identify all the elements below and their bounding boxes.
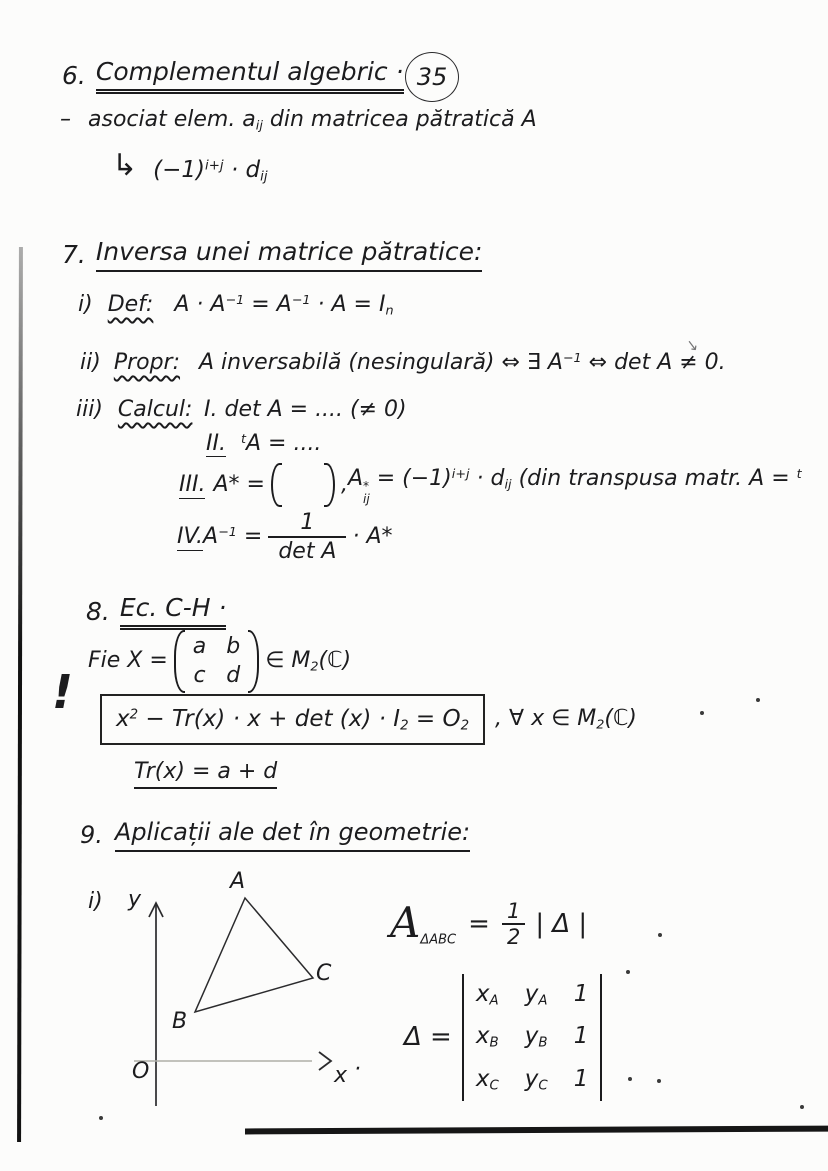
det-cell xyxy=(476,980,499,1010)
bullet-sub: ij xyxy=(255,118,263,134)
vertex-c-label: C xyxy=(316,961,332,986)
step-numeral: IV. xyxy=(177,523,203,552)
step-numeral: II. xyxy=(206,431,226,456)
ch-eq: = O xyxy=(408,706,461,732)
area-formula xyxy=(390,892,587,956)
step-numeral: III. xyxy=(179,471,205,500)
propr-label: Propr: xyxy=(113,350,181,375)
delta-determinant xyxy=(404,974,602,1101)
area-subscript: ΔABC xyxy=(420,932,457,948)
lhs-sup: −1 xyxy=(218,525,237,541)
x-axis-dot: · xyxy=(354,1057,361,1082)
det-cell xyxy=(574,1065,589,1095)
def-sup: −1 xyxy=(225,292,245,308)
section-number: 9. xyxy=(80,820,103,849)
item-marker: i) xyxy=(88,889,103,914)
det-cell xyxy=(476,1065,499,1095)
left-paren xyxy=(271,463,282,507)
inverse-fraction xyxy=(268,511,346,562)
forall-field: (ℂ) xyxy=(604,706,637,732)
cell-base: y xyxy=(524,981,539,1007)
right-paren xyxy=(324,463,335,507)
inverse-rhs: · A* xyxy=(352,524,393,550)
entry-mid: · d xyxy=(469,465,505,491)
section-number: 6. xyxy=(62,60,86,90)
det-cell xyxy=(525,1022,548,1052)
left-margin-line xyxy=(17,247,23,1142)
propr-text: A inversabilă (nesingulară) ⇔ ∃ A xyxy=(199,350,563,375)
cell-sub: B xyxy=(489,1036,499,1052)
adjugate-entry-formula xyxy=(348,465,802,506)
half-fraction xyxy=(502,900,525,947)
def-part: A · A xyxy=(174,292,226,317)
lhs-base: A xyxy=(203,524,219,550)
calcul-step-1 xyxy=(204,396,407,424)
bullet-text-post: din matricea pătratică A xyxy=(262,107,537,132)
pen-dot xyxy=(628,1077,632,1081)
page-number-badge xyxy=(405,52,459,102)
cofactor-subscript: ij xyxy=(260,169,268,185)
abs-delta: | Δ | xyxy=(535,908,588,939)
det-cell xyxy=(476,1022,499,1052)
fraction-denominator: det A xyxy=(268,536,346,563)
determinant-matrix xyxy=(462,974,603,1101)
propr-tail: ⇔ det A ≠ 0. xyxy=(581,350,726,375)
cofactor-base: (−1) xyxy=(153,157,205,183)
fraction-numerator: 1 xyxy=(506,899,521,924)
entry-note: (din transpusa matr. A = xyxy=(511,465,797,491)
definition-line xyxy=(78,291,394,320)
right-paren xyxy=(248,630,259,693)
det-cell xyxy=(574,1022,589,1052)
x-axis-label: x xyxy=(334,1063,348,1088)
fie-pre: Fie X = xyxy=(88,648,168,674)
set-field: (ℂ) xyxy=(318,647,352,673)
cell-sub: A xyxy=(489,993,499,1009)
cayley-hamilton-line xyxy=(100,694,637,745)
def-part: · A = I xyxy=(310,292,386,317)
det-cell xyxy=(525,1065,548,1095)
ch-x: x xyxy=(116,706,130,732)
cell-base: x xyxy=(475,1023,490,1050)
property-line xyxy=(80,349,726,377)
forall-clause xyxy=(495,705,637,734)
cofactor-exponent: i+j xyxy=(205,158,224,174)
det-cell xyxy=(525,980,548,1010)
corner-arrow-icon: ↳ xyxy=(112,148,138,184)
pen-dot xyxy=(657,1079,661,1083)
cell-base: 1 xyxy=(573,981,589,1007)
calcul-step-4 xyxy=(177,503,393,571)
entry-sub: ij xyxy=(504,477,512,493)
important-mark: ! xyxy=(52,665,73,719)
cofactor-expression xyxy=(153,156,267,186)
matrix-x xyxy=(174,630,259,693)
item-marker: i) xyxy=(78,292,93,317)
invertibility-property xyxy=(199,350,726,375)
equals: = xyxy=(468,908,490,939)
cofactor-formula xyxy=(112,146,268,186)
calcul-step-3 xyxy=(179,463,802,507)
section-6-bullet xyxy=(60,106,537,135)
calcul-label-line xyxy=(76,396,192,424)
section-title: Complementul algebric · xyxy=(96,56,404,94)
section-title: Ec. C-H · xyxy=(120,592,227,630)
def-label: Def: xyxy=(107,292,154,317)
cayley-hamilton-box xyxy=(100,694,485,745)
section-title: Inversa unei matrice pătratice: xyxy=(96,236,483,272)
matrix-gap xyxy=(282,463,324,507)
step-numeral: I. xyxy=(204,397,218,422)
cell-sub: C xyxy=(489,1078,499,1094)
entry-eq: = (−1) xyxy=(369,465,452,491)
entry-transpose-sup: t xyxy=(796,466,802,482)
cell-base: x xyxy=(475,1065,490,1092)
pen-dot xyxy=(626,970,630,974)
bullet-text-pre: asociat elem. a xyxy=(88,107,256,132)
section-9-heading xyxy=(80,817,470,852)
ch-o-sub: 2 xyxy=(460,718,470,734)
det-cell xyxy=(574,980,589,1010)
bullet-dash: – xyxy=(60,107,71,132)
entry-star: * xyxy=(363,479,370,494)
step-text: A = .... xyxy=(245,431,322,456)
calcul-label: Calcul: xyxy=(117,397,193,422)
adjugate-lhs: A* = xyxy=(213,472,265,498)
delta-lhs: Δ = xyxy=(404,1022,452,1053)
cofactor-mid: · d xyxy=(223,157,261,183)
cell-sub: A xyxy=(538,993,548,1009)
fraction-denominator: 2 xyxy=(502,923,525,948)
matrix-cell: d xyxy=(226,663,241,688)
step-text: det A = .... (≠ 0) xyxy=(217,397,407,422)
triangle-abc xyxy=(195,898,313,1012)
matrix-cell: c xyxy=(193,663,206,688)
x-axis-arrow-icon xyxy=(319,1052,331,1070)
ch-x-sup: 2 xyxy=(129,707,139,723)
propr-sup: −1 xyxy=(562,350,582,366)
empty-matrix-parens xyxy=(271,463,335,507)
matrix-cells xyxy=(185,630,248,693)
cell-sub: C xyxy=(538,1078,548,1094)
section-8-heading xyxy=(86,592,226,630)
comma: , xyxy=(340,472,348,498)
inverse-lhs xyxy=(203,523,262,551)
item-marker: iii) xyxy=(76,397,103,422)
entry-exp: i+j xyxy=(451,466,470,482)
entry-supsub xyxy=(363,480,370,505)
section-7-heading xyxy=(62,236,482,272)
matrix-cell: b xyxy=(226,633,241,659)
vertex-b-label: B xyxy=(172,1009,188,1034)
vertex-a-label: A xyxy=(230,869,246,894)
forall-sub: 2 xyxy=(596,718,605,733)
fraction-numerator: 1 xyxy=(300,510,315,536)
inverse-definition xyxy=(174,292,393,317)
pen-dot xyxy=(658,933,662,937)
pen-dot xyxy=(800,1105,804,1109)
section-number: 8. xyxy=(86,596,110,626)
cell-sub: B xyxy=(538,1036,548,1052)
in-set: ∈ M xyxy=(265,647,311,673)
trace-line xyxy=(134,758,277,786)
section-6-heading xyxy=(62,56,404,94)
ch-mid: − Tr(x) · x + det (x) · I xyxy=(138,706,401,732)
script-a: A xyxy=(390,897,421,947)
origin-label: O xyxy=(132,1059,150,1084)
transpose-sup: t xyxy=(240,431,246,447)
cell-base: y xyxy=(524,1065,539,1092)
pen-dot xyxy=(756,698,760,702)
entry-base: A xyxy=(347,465,364,491)
entry-ij: ij xyxy=(363,491,370,506)
def-part: = A xyxy=(244,292,292,317)
trace-formula: Tr(x) = a + d xyxy=(134,759,277,789)
det-right-bar xyxy=(600,974,602,1101)
area-symbol xyxy=(390,897,457,948)
calcul-step-2 xyxy=(206,430,321,458)
equals: = xyxy=(236,524,263,550)
left-paren xyxy=(174,630,185,693)
pen-dot xyxy=(99,1116,103,1120)
stray-pen-mark: ↘ xyxy=(684,335,700,355)
pen-dot xyxy=(700,711,704,715)
section-number: 7. xyxy=(62,239,86,269)
transpose-term xyxy=(241,431,321,456)
section-title: Aplicații ale det în geometrie: xyxy=(115,817,470,852)
cell-base: 1 xyxy=(573,1065,589,1092)
y-axis-label: y xyxy=(128,887,142,912)
def-sub: n xyxy=(385,303,394,319)
det-cells xyxy=(464,974,601,1101)
fie-membership xyxy=(265,647,351,676)
page-number: 35 xyxy=(416,63,448,91)
cell-base: x xyxy=(475,981,490,1007)
set-sub: 2 xyxy=(310,659,319,675)
cell-base: y xyxy=(524,1023,539,1050)
def-sup: −1 xyxy=(291,292,311,308)
matrix-cell: a xyxy=(192,633,207,659)
item-marker: ii) xyxy=(80,350,101,375)
forall-pre: , ∀ x ∈ M xyxy=(495,706,597,732)
ch-i-sub: 2 xyxy=(400,718,409,734)
page-bottom-edge xyxy=(245,1126,828,1135)
fie-line xyxy=(88,630,351,692)
cell-base: 1 xyxy=(573,1023,589,1050)
